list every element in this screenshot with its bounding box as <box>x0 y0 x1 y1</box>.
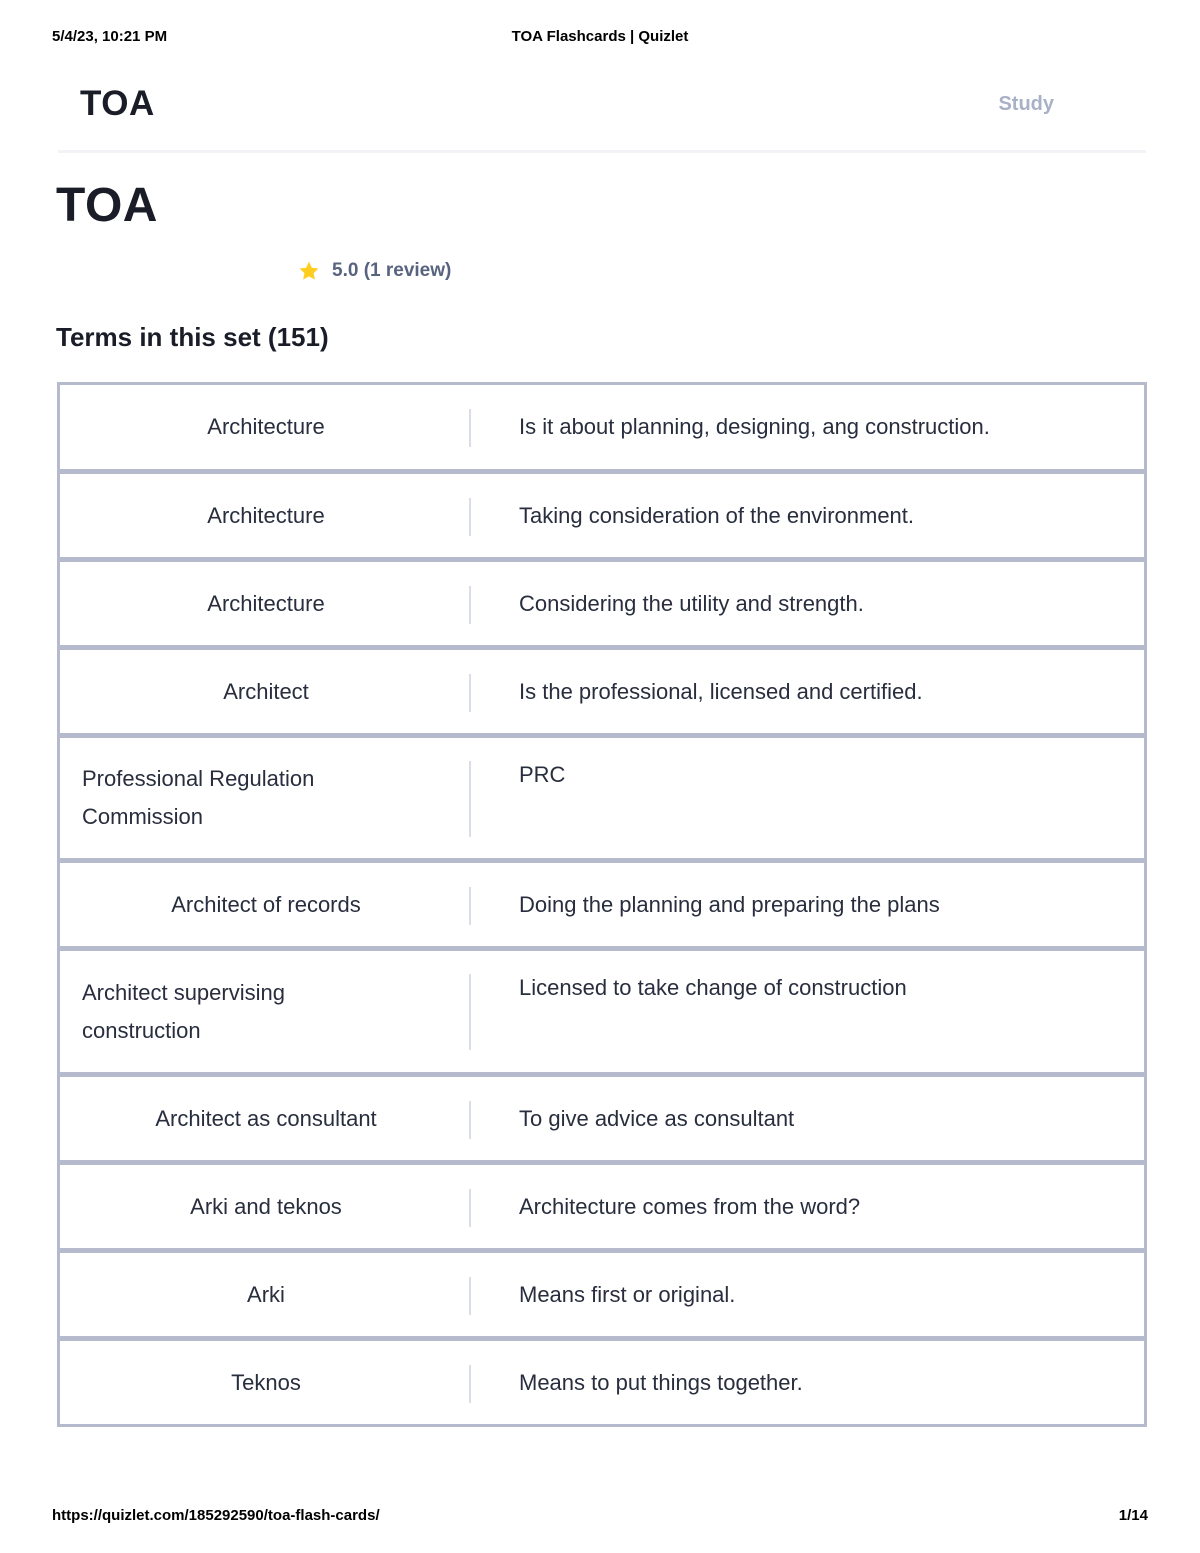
terms-heading: Terms in this set (151) <box>56 322 329 352</box>
term-row <box>57 382 1147 472</box>
star-icon <box>298 260 320 282</box>
rating-text: 5.0 (1 review) <box>332 260 452 281</box>
term-row <box>57 1338 1147 1427</box>
term-row <box>57 948 1147 1075</box>
term-word: Arki and teknos <box>190 1193 342 1219</box>
term-word: Architecture <box>207 590 325 616</box>
print-page-number: 1/14 <box>1118 1507 1148 1524</box>
term-row <box>57 647 1147 736</box>
term-definition: To give advice as consultant <box>519 1105 795 1131</box>
term-word: Architecture <box>207 502 325 528</box>
term-definition: Architecture comes from the word? <box>519 1193 861 1219</box>
page-title: TOA <box>56 179 158 232</box>
row-divider <box>469 674 471 712</box>
row-divider <box>469 498 471 536</box>
print-url: https://quizlet.com/185292590/toa-flash-cards/ <box>52 1507 380 1524</box>
row-divider <box>469 586 471 624</box>
row-divider <box>469 1101 471 1139</box>
row-divider <box>469 1277 471 1315</box>
term-word: Architecture <box>207 414 325 439</box>
term-row <box>57 735 1147 861</box>
term-row <box>57 1162 1147 1251</box>
term-definition: Doing the planning and preparing the plans <box>519 891 940 917</box>
term-definition: PRC <box>519 762 566 787</box>
term-definition: Licensed to take change of construction <box>519 975 907 1000</box>
term-word: Architect <box>223 678 309 704</box>
term-word: Teknos <box>231 1369 301 1395</box>
row-divider <box>469 1189 471 1227</box>
term-definition: Taking consideration of the environment. <box>519 502 915 528</box>
print-document-title: TOA Flashcards | Quizlet <box>511 28 689 45</box>
set-logo-title[interactable]: TOA <box>80 84 155 123</box>
term-word: Professional Regulation Commission <box>82 766 315 829</box>
term-row <box>57 559 1147 648</box>
row-divider <box>469 974 471 1050</box>
term-word: Architect supervising construction <box>82 979 285 1043</box>
set-rating[interactable] <box>298 258 451 284</box>
term-definition: Means to put things together. <box>519 1369 803 1395</box>
terms-list <box>57 382 1147 1426</box>
term-word: Architect as consultant <box>155 1105 377 1131</box>
study-link[interactable]: Study <box>998 93 1054 115</box>
term-definition: Is the professional, licensed and certified. <box>519 678 923 704</box>
print-datetime: 5/4/23, 10:21 PM <box>52 28 168 45</box>
term-row <box>57 860 1147 949</box>
term-row <box>57 1250 1147 1339</box>
term-word: Architect of records <box>171 891 361 917</box>
print-header <box>52 28 1148 48</box>
term-definition: Considering the utility and strength. <box>519 590 864 616</box>
top-navigation-bar <box>58 70 1146 153</box>
row-divider <box>469 1365 471 1403</box>
term-row <box>57 1074 1147 1163</box>
row-divider <box>469 409 471 447</box>
term-definition: Means first or original. <box>519 1281 736 1307</box>
row-divider <box>469 887 471 925</box>
row-divider <box>469 761 471 837</box>
term-word: Arki <box>247 1281 285 1307</box>
term-definition: Is it about planning, designing, ang construction. <box>519 414 990 439</box>
print-footer <box>52 1507 1148 1527</box>
term-row <box>57 471 1147 560</box>
